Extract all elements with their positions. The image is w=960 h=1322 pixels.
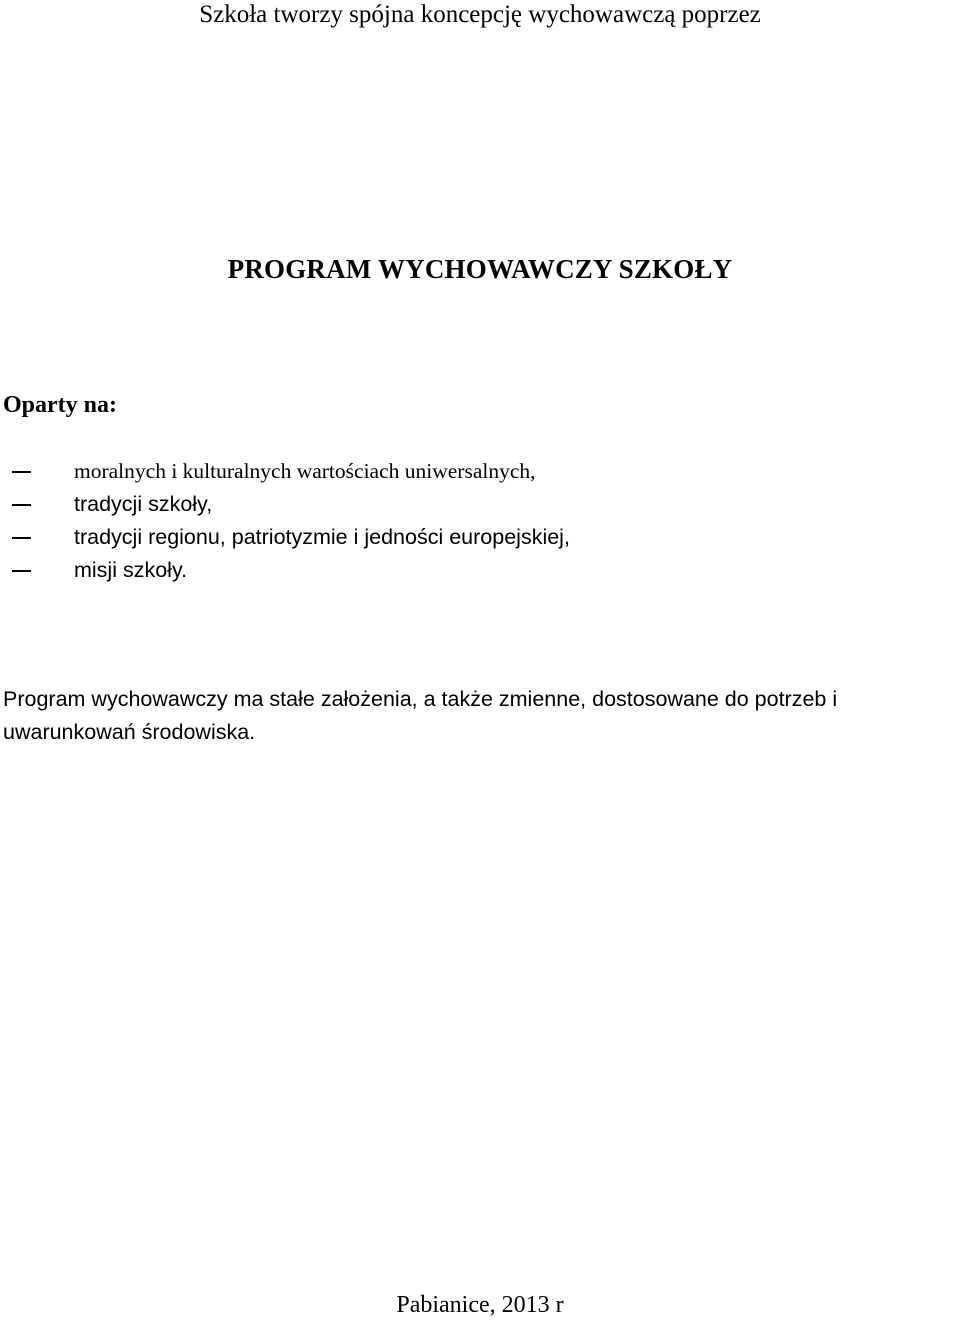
dash-bullet-icon xyxy=(12,504,31,506)
body-paragraph: Program wychowawczy ma stałe założenia, a także zmienne, dostosowane do potrzeb i uwarunkowań środowiska. xyxy=(3,687,838,744)
intro-line: Szkoła tworzy spójna koncepcję wychowawczą poprzez xyxy=(199,1,761,28)
dash-bullet-icon xyxy=(12,570,31,572)
list-item-text: moralnych i kulturalnych wartościach uniwersalnych, xyxy=(74,459,536,483)
based-on-label: Oparty na: xyxy=(3,392,117,418)
document-title: PROGRAM WYCHOWAWCZY SZKOŁY xyxy=(227,254,733,284)
footer-place-date: Pabianice, 2013 r xyxy=(396,1292,564,1318)
list-item-text: tradycji regionu, patriotyzmie i jedności europejskiej, xyxy=(74,525,570,549)
list-item-text: tradycji szkoły, xyxy=(74,492,213,516)
dash-bullet-icon xyxy=(12,471,31,473)
dash-bullet-icon xyxy=(12,537,31,539)
list-item-text: misji szkoły. xyxy=(74,558,188,582)
